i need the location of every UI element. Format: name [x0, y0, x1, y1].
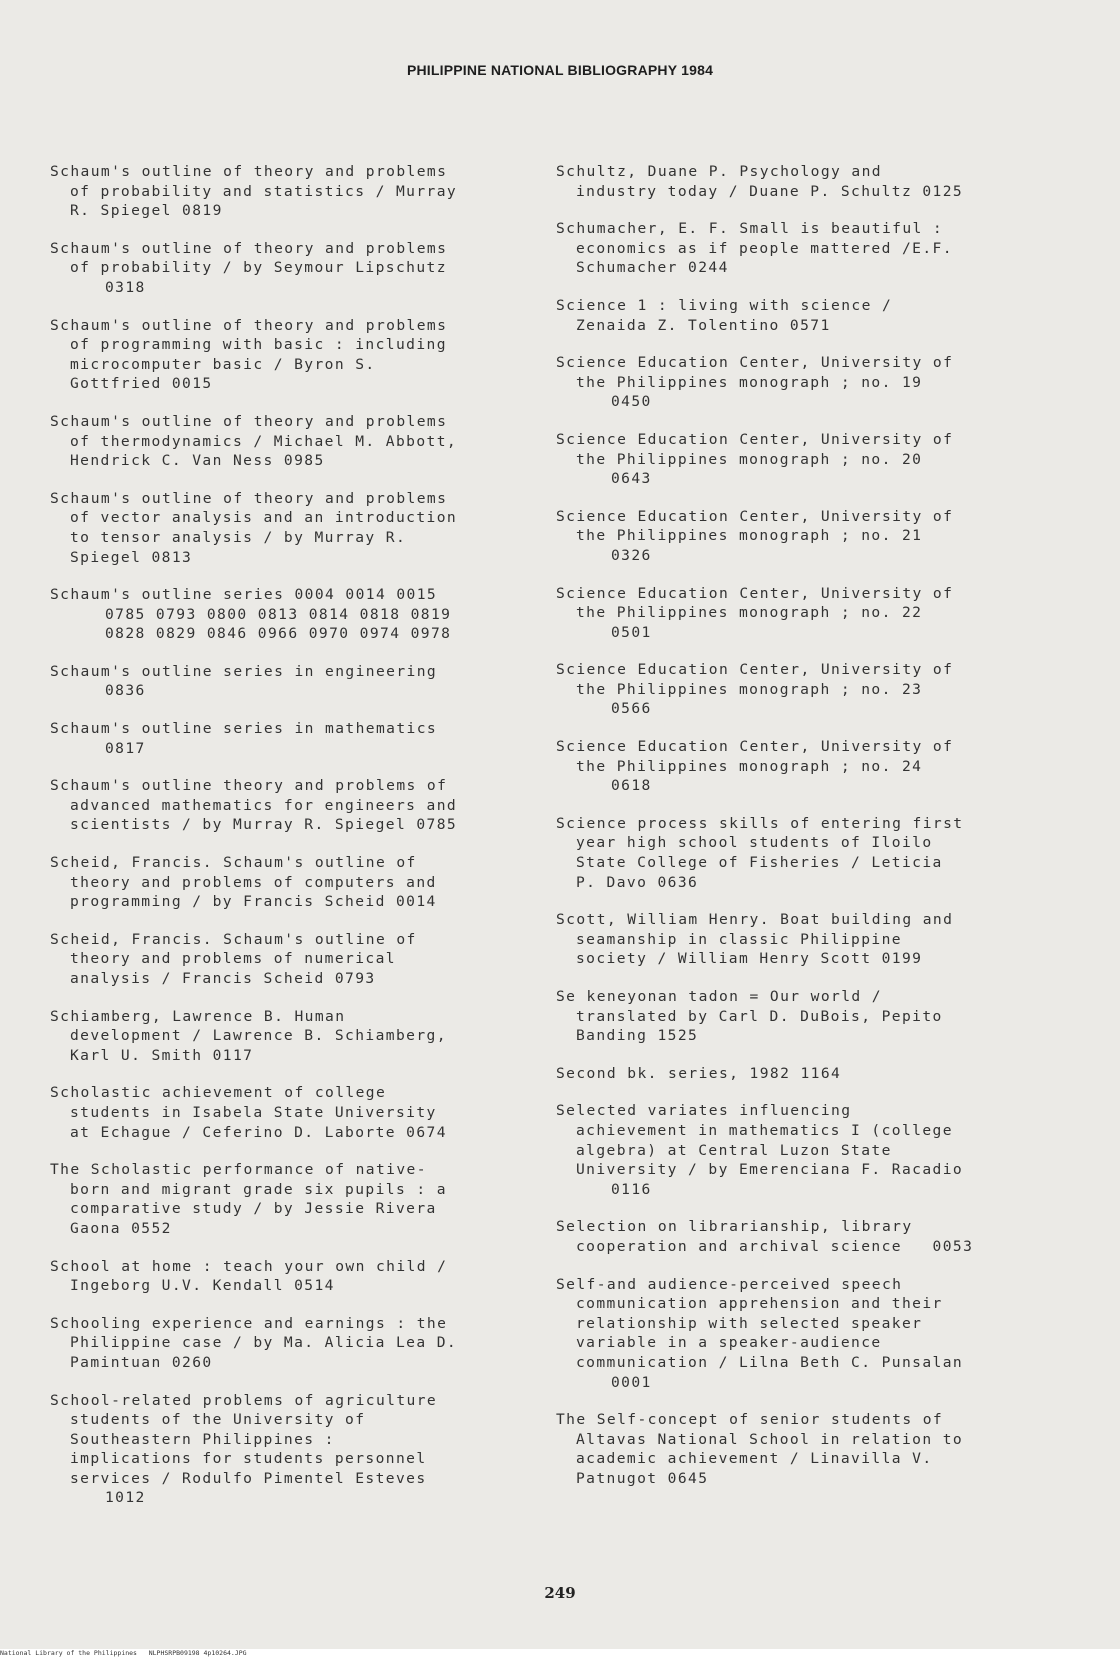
- left-column: [50, 162, 550, 1526]
- entry-line: Karl U. Smith 0117: [70, 1046, 254, 1064]
- entry-line: Selection on librarianship, library: [556, 1218, 913, 1236]
- footer-library: National Library of the Philippines: [0, 1649, 137, 1657]
- entry-line: Schaum's outline of theory and problems: [50, 489, 448, 507]
- entry-line: Science Education Center, University of: [556, 584, 954, 602]
- entry-line: 0318: [105, 278, 146, 296]
- entry-line: 0001: [611, 1373, 652, 1391]
- entry-line: Schumacher, E. F. Small is beautiful :: [556, 220, 944, 238]
- entry-line: of probability / by Seymour Lipschutz: [70, 259, 447, 277]
- entry-line: Pamintuan 0260: [70, 1353, 213, 1371]
- entry-line: Se keneyonan tadon = Our world /: [556, 988, 882, 1005]
- entry-line: Schaum's outline of theory and problems: [50, 316, 448, 334]
- bibliography-entry: [556, 660, 1076, 719]
- bibliography-entry: [556, 507, 1076, 566]
- bibliography-entry: [556, 987, 1076, 1046]
- entry-line: seamanship in classic Philippine: [576, 930, 902, 948]
- entry-line: Schiamberg, Lawrence B. Human: [50, 1007, 346, 1025]
- entry-line: Patnugot 0645: [576, 1469, 709, 1487]
- entry-line: of vector analysis and an introduction: [70, 509, 458, 527]
- entry-line: P. Davo 0636: [576, 873, 699, 891]
- entry-line: Schaum's outline of theory and problems: [50, 163, 448, 180]
- entry-line: services / Rodulfo Pimentel Esteves: [70, 1469, 427, 1487]
- bibliography-entry: [50, 930, 550, 989]
- page-header: PHILIPPINE NATIONAL BIBLIOGRAPHY 1984: [406, 62, 714, 78]
- entry-line: born and migrant grade six pupils : a: [70, 1180, 447, 1198]
- entry-line: communication / Lilna Beth C. Punsalan: [576, 1353, 964, 1371]
- entry-line: students in Isabela State University: [70, 1103, 437, 1121]
- bibliography-entry: [556, 1217, 1076, 1256]
- entry-line: variable in a speaker-audience: [576, 1334, 882, 1352]
- entry-line: 0618: [611, 777, 652, 795]
- bibliography-entry: [556, 162, 1076, 201]
- entry-line: Schaum's outline of theory and problems: [50, 412, 448, 430]
- entry-line: comparative study / by Jessie Rivera: [70, 1200, 437, 1218]
- entry-line: Schaum's outline series 0004 0014 0015: [50, 586, 438, 604]
- entry-line: Scheid, Francis. Schaum's outline of: [50, 854, 417, 872]
- entry-line: University / by Emerenciana F. Racadio: [576, 1161, 964, 1179]
- entry-line: achievement in mathematics I (college: [576, 1121, 953, 1139]
- entry-line: Science process skills of entering first: [556, 814, 964, 832]
- entry-line: School-related problems of agriculture: [50, 1391, 438, 1409]
- entry-line: 0501: [611, 623, 652, 641]
- bibliography-entry: [50, 853, 550, 912]
- entry-line: Science 1 : living with science /: [556, 296, 893, 314]
- right-column: [556, 162, 1076, 1506]
- bibliography-entry: [556, 737, 1076, 796]
- entry-line: microcomputer basic / Byron S.: [70, 355, 376, 373]
- bibliography-entry: [50, 1314, 550, 1373]
- entry-line: 0785 0793 0800 0813 0814 0818 0819: [105, 605, 452, 623]
- bibliography-entry: [556, 353, 1076, 412]
- bibliography-entry: [556, 1101, 1076, 1199]
- entry-line: communication apprehension and their: [576, 1295, 943, 1313]
- bibliography-entry: [556, 1064, 1076, 1084]
- bibliography-entry: [556, 814, 1076, 892]
- entry-line: Science Education Center, University of: [556, 430, 954, 448]
- entry-line: Altavas National School in relation to: [576, 1430, 964, 1448]
- entry-line: advanced mathematics for engineers and: [70, 796, 458, 814]
- entry-line: development / Lawrence B. Schiamberg,: [70, 1027, 447, 1045]
- entry-line: algebra) at Central Luzon State: [576, 1141, 892, 1159]
- entry-line: academic achievement / Linavilla V.: [576, 1450, 933, 1468]
- entry-line: Hendrick C. Van Ness 0985: [70, 452, 325, 470]
- entry-line: Gottfried 0015: [70, 375, 213, 393]
- entry-line: Selected variates influencing: [556, 1102, 852, 1120]
- entry-line: economics as if people mattered /E.F.: [576, 239, 953, 257]
- entry-line: 0116: [611, 1180, 652, 1198]
- entry-line: Schaum's outline theory and problems of: [50, 777, 448, 795]
- bibliography-entry: [50, 239, 550, 298]
- entry-line: Science Education Center, University of: [556, 738, 954, 756]
- bibliography-entry: [556, 584, 1076, 643]
- entry-line: Scholastic achievement of college: [50, 1084, 387, 1102]
- entry-line: Gaona 0552: [70, 1219, 172, 1237]
- bibliography-entry: [50, 1257, 550, 1296]
- entry-line: translated by Carl D. DuBois, Pepito: [576, 1007, 943, 1025]
- bibliography-entry: [556, 430, 1076, 489]
- entry-line: Science Education Center, University of: [556, 507, 954, 525]
- entry-line: Science Education Center, University of: [556, 661, 954, 679]
- bibliography-entry: [556, 1275, 1076, 1393]
- bibliography-entry: [50, 1391, 550, 1509]
- bibliography-entry: [50, 662, 550, 701]
- entry-line: of probability and statistics / Murray: [70, 182, 458, 200]
- entry-line: 0450: [611, 393, 652, 411]
- entry-line: the Philippines monograph ; no. 21: [576, 527, 923, 545]
- entry-line: the Philippines monograph ; no. 22: [576, 604, 923, 622]
- entry-line: the Philippines monograph ; no. 23: [576, 680, 923, 698]
- bibliography-entry: [50, 162, 550, 221]
- bibliography-entry: [50, 1083, 550, 1142]
- bibliography-entry: [50, 316, 550, 394]
- bibliography-entry: [556, 219, 1076, 278]
- entry-line: Schaum's outline series in engineering: [50, 662, 438, 680]
- entry-line: Scott, William Henry. Boat building and: [556, 911, 954, 929]
- bibliography-entry: [50, 776, 550, 835]
- entry-line: Science Education Center, University of: [556, 354, 954, 372]
- bibliography-entry: [556, 296, 1076, 335]
- entry-line: R. Spiegel 0819: [70, 202, 223, 220]
- entry-line: Schultz, Duane P. Psychology and: [556, 163, 882, 180]
- entry-line: Schaum's outline series in mathematics: [50, 720, 438, 738]
- entry-line: theory and problems of computers and: [70, 873, 437, 891]
- bibliography-entry: [50, 1007, 550, 1066]
- entry-line: Scheid, Francis. Schaum's outline of: [50, 930, 417, 948]
- entry-line: The Self-concept of senior students of: [556, 1411, 944, 1429]
- entry-line: of thermodynamics / Michael M. Abbott,: [70, 432, 458, 450]
- entry-line: Schooling experience and earnings : the: [50, 1314, 448, 1332]
- scan-footer: [0, 1649, 1120, 1658]
- entry-line: year high school students of Iloilo: [576, 834, 933, 852]
- entry-line: 1012: [105, 1489, 146, 1507]
- entry-line: the Philippines monograph ; no. 19: [576, 373, 923, 391]
- entry-line: society / William Henry Scott 0199: [576, 950, 923, 968]
- entry-line: Schumacher 0244: [576, 259, 729, 277]
- entry-line: theory and problems of numerical: [70, 950, 396, 968]
- entry-line: 0566: [611, 700, 652, 718]
- entry-line: industry today / Duane P. Schultz 0125: [576, 182, 964, 200]
- page-number: 249: [544, 1584, 576, 1602]
- entry-line: 0326: [611, 546, 652, 564]
- entry-line: 0828 0829 0846 0966 0970 0974 0978: [105, 625, 452, 643]
- entry-line: scientists / by Murray R. Spiegel 0785: [70, 816, 458, 834]
- entry-line: School at home : teach your own child /: [50, 1257, 448, 1275]
- entry-line: 0643: [611, 470, 652, 488]
- entry-line: Spiegel 0813: [70, 548, 193, 566]
- entry-line: Self-and audience-perceived speech: [556, 1275, 903, 1293]
- entry-line: Banding 1525: [576, 1027, 699, 1045]
- bibliography-entry: [556, 910, 1076, 969]
- entry-line: of programming with basic : including: [70, 336, 447, 354]
- entry-line: Schaum's outline of theory and problems: [50, 239, 448, 257]
- entry-line: Philippine case / by Ma. Alicia Lea D.: [70, 1334, 458, 1352]
- entry-line: 0836: [105, 682, 146, 700]
- entry-line: at Echague / Ceferino D. Laborte 0674: [70, 1123, 447, 1141]
- entry-line: analysis / Francis Scheid 0793: [70, 970, 376, 987]
- bibliography-entry: [50, 1160, 550, 1238]
- footer-file: NLPHSRPB09198 4p10264.JPG: [148, 1649, 247, 1657]
- entry-line: The Scholastic performance of native-: [50, 1161, 427, 1179]
- entry-line: cooperation and archival science 0053: [576, 1237, 974, 1255]
- entry-line: relationship with selected speaker: [576, 1314, 923, 1332]
- entry-line: Zenaida Z. Tolentino 0571: [576, 316, 831, 334]
- entry-line: Ingeborg U.V. Kendall 0514: [70, 1277, 335, 1295]
- entry-line: students of the University of: [70, 1411, 366, 1429]
- entry-line: programming / by Francis Scheid 0014: [70, 893, 437, 911]
- entry-line: Southeastern Philippines :: [70, 1430, 335, 1448]
- bibliography-entry: [50, 412, 550, 471]
- entry-line: to tensor analysis / by Murray R.: [70, 528, 407, 546]
- entry-line: State College of Fisheries / Leticia: [576, 854, 943, 872]
- bibliography-entry: [50, 489, 550, 567]
- entry-line: 0817: [105, 739, 146, 757]
- entry-line: Second bk. series, 1982 1164: [556, 1064, 842, 1082]
- bibliography-entry: [50, 719, 550, 758]
- entry-line: the Philippines monograph ; no. 24: [576, 757, 923, 775]
- bibliography-entry: [50, 585, 550, 644]
- entry-line: the Philippines monograph ; no. 20: [576, 450, 923, 468]
- bibliography-entry: [556, 1410, 1076, 1488]
- entry-line: implications for students personnel: [70, 1450, 427, 1468]
